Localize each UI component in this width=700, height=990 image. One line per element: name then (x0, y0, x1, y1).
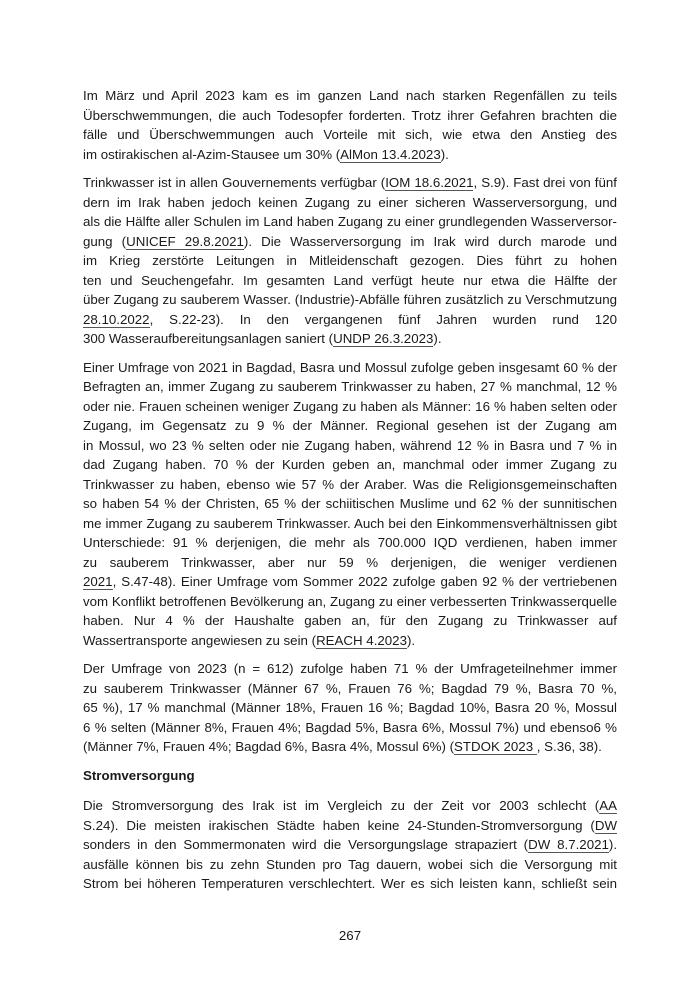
text-segment: dad Zugang haben. 70 % der Kurden geben an, manchmal oder immer Zugang zu (83, 457, 617, 472)
paragraph (83, 796, 617, 894)
text-line (83, 329, 617, 349)
text-segment: zu sauberem Trinkwasser (Männer 67 %, Frauen 76 %; Bagdad 79 %, Basra 70 %, (83, 680, 617, 696)
paragraph (83, 659, 617, 757)
text-segment: im ostirakischen al-Azim-Stausee um 30% ( (83, 146, 341, 162)
text-segment: in Mossul, wo 23 % selten oder nie Zugang haben, während 12 % in Basra und 7 % in (83, 437, 617, 453)
text-line (83, 698, 617, 718)
citation-link[interactable]: 28.10.2022 (83, 311, 150, 327)
text-segment: ). (433, 331, 442, 346)
text-line (83, 125, 617, 145)
text-line (83, 572, 617, 592)
citation-link[interactable]: IOM 18.6.2021 (385, 175, 474, 190)
text-line (83, 212, 617, 232)
text-segment: haben. Nur 4 % der Haushalte gaben an, für den Zugang zu Trinkwasser auf (83, 613, 617, 628)
text-line (83, 251, 617, 271)
text-line (83, 874, 617, 894)
text-segment: Die Stromversorgung des Irak ist im Vergleich zu der Zeit vor 2003 schlecht ( (83, 798, 600, 813)
text-line (83, 679, 617, 699)
text-line (83, 173, 617, 193)
text-segment: 6 % selten (Männer 8%, Frauen 4%; Bagdad 5%, Basra 6%, Mossul 7%) und ebenso6 % (83, 719, 617, 735)
paragraph (83, 358, 617, 651)
text-segment: im Krieg zerstörte Leitungen in Mitleidenschaft gezogen. Dies führt zu hohen (83, 253, 617, 268)
text-segment: sonders in den Sommermonaten wird die Versorgungslage strapaziert ( (83, 837, 529, 852)
document-body (83, 86, 617, 903)
section-drinking-water (83, 86, 617, 757)
paragraph (83, 86, 617, 164)
text-line (83, 358, 617, 378)
text-segment: Trinkwasser zu haben, ebenso wie 57 % der Araber. Was die Religionsgemeinschaften (83, 476, 617, 492)
text-segment: 65 %), 17 % manchmal (Männer 18%, Frauen 16 %; Bagdad 10%, Basra 20 %, Mossul (83, 700, 617, 715)
text-line (83, 816, 617, 836)
text-line (83, 397, 617, 417)
text-line (83, 855, 617, 875)
text-segment: über Zugang zu sauberem Wasser. (Industrie)-Abfälle führen zusätzlich zu Verschmutzung (83, 292, 617, 307)
text-segment: , S.47-48). Einer Umfrage vom Sommer 2022 zufolge gaben 92 % der vertriebenen (112, 574, 617, 589)
text-segment: dern im Irak haben jedoch keinen Zugang zu einer sicheren Wasserversorgung, und (83, 194, 617, 210)
text-line (83, 232, 617, 252)
text-segment: als die Hälfte aller Schulen im Land haben Zugang zu einer grundlegenden Wasserversor- (83, 214, 617, 229)
text-line (83, 310, 617, 330)
text-segment: S.24). Die meisten irakischen Städte haben keine 24-Stunden-Stromversorgung ( (83, 817, 595, 833)
text-segment: ). (406, 632, 416, 648)
text-line (83, 271, 617, 291)
text-segment: , S.22-23). In den vergangenen fünf Jahren wurden rund 120 (149, 311, 617, 327)
text-segment: Unterschiede: 91 % derjenigen, die mehr als 700.000 IQD verdienen, haben immer (83, 535, 617, 550)
text-line (83, 290, 617, 310)
text-segment: me immer Zugang zu sauberem Trinkwasser. Auch bei den Einkommensverhältnissen gibt (83, 515, 617, 531)
citation-link[interactable]: UNDP 26.3.2023 (333, 331, 434, 346)
citation-link[interactable]: UNICEF 29.8.2021 (126, 233, 244, 249)
text-line (83, 553, 617, 573)
text-segment: ). (440, 146, 449, 162)
text-line (83, 718, 617, 738)
text-segment: , S.9). Fast drei von fünf (473, 175, 617, 190)
text-segment: , S.36, 38). (536, 739, 602, 754)
text-line (83, 835, 617, 855)
text-segment: Befragten an, immer Zugang zu sauberem Trinkwasser zu haben, 27 % manchmal, 12 % (83, 379, 617, 394)
text-segment: Der Umfrage von 2023 (n = 612) zufolge haben 71 % der Umfrageteilnehmer immer (83, 661, 617, 676)
text-line (83, 611, 617, 631)
citation-link[interactable]: AA (83, 798, 617, 816)
text-segment: Wassertransporte angewiesen zu sein ( (83, 632, 317, 648)
text-line (83, 145, 617, 165)
text-segment: so haben 54 % der Christen, 65 % der schiitischen Muslime und 62 % der sunnitischen (83, 496, 617, 511)
text-segment: (Männer 7%, Frauen 4%; Bagdad 6%, Basra 4%, Mossul 6%) ( (83, 739, 455, 754)
text-segment: oder nie. Frauen scheinen weniger Zugang zu haben als Männer: 16 % haben selten oder (83, 398, 617, 414)
text-line (83, 455, 617, 475)
citation-link[interactable]: REACH 4.2023 (316, 632, 407, 648)
text-line (83, 193, 617, 213)
text-segment: ). Die Wasserversorgung im Irak wird durch marode und (243, 233, 617, 249)
text-line (83, 475, 617, 495)
citation-link[interactable]: AlMon 13.4.2023 (340, 146, 441, 162)
section-electricity (83, 796, 617, 894)
citation-link[interactable]: 2021 (83, 574, 113, 589)
text-line (83, 533, 617, 553)
text-line (83, 592, 617, 612)
text-segment: ausfälle können bis zu zehn Stunden pro Tag dauern, wobei sich die Versorgung mit (83, 856, 617, 872)
paragraph (83, 173, 617, 349)
text-line (83, 377, 617, 397)
text-line (83, 737, 617, 757)
text-line (83, 86, 617, 106)
text-line (83, 436, 617, 456)
text-segment: vom Konflikt betroffenen Bevölkerung an, Zugang zu einer verbesserten Trinkwasserquelle (83, 593, 617, 609)
citation-link[interactable]: DW 8.7.2021 (528, 837, 609, 852)
text-line (83, 514, 617, 534)
citation-link[interactable]: STDOK 2023 (454, 739, 537, 754)
page-number: 267 (338, 928, 362, 943)
text-segment: gung ( (83, 233, 127, 249)
text-segment: Trinkwasser ist in allen Gouvernements verfügbar ( (83, 175, 386, 190)
text-segment: zu sauberem Trinkwasser, aber nur 59 % derjenigen, die weniger verdienen (83, 554, 617, 570)
text-line (83, 796, 617, 816)
text-line (83, 659, 617, 679)
text-segment: Einer Umfrage von 2021 in Bagdad, Basra und Mossul zufolge geben insgesamt 60 % der (83, 359, 617, 375)
text-segment: ). (608, 837, 617, 852)
text-segment: Im März und April 2023 kam es im ganzen Land nach starken Regenfällen zu teils (83, 88, 617, 103)
text-line (83, 494, 617, 514)
text-line (83, 106, 617, 126)
text-line (83, 631, 617, 651)
text-segment: Zugang, im Gegensatz zu 9 % der Männer. Regional gesehen ist der Zugang am (83, 418, 617, 433)
text-segment: Strom bei höheren Temperaturen verschlechtert. Wer es sich leisten kann, schließt sein (83, 876, 617, 891)
text-segment: fälle und Überschwemmungen auch Vorteile mit sich, wie etwa den Anstieg des (83, 127, 617, 142)
text-line (83, 416, 617, 436)
section-heading: Stromversorgung (83, 767, 195, 783)
citation-link[interactable]: DW (83, 818, 617, 836)
text-segment: Überschwemmungen, die auch Todesopfer forderten. Trotz ihrer Gefahren brachten die (83, 107, 617, 123)
text-segment: 300 Wasseraufbereitungsanlagen saniert ( (83, 331, 334, 346)
text-segment: ten und Seuchengefahr. Im gesamten Land verfügt heute nur etwa die Hälfte der (83, 272, 617, 288)
